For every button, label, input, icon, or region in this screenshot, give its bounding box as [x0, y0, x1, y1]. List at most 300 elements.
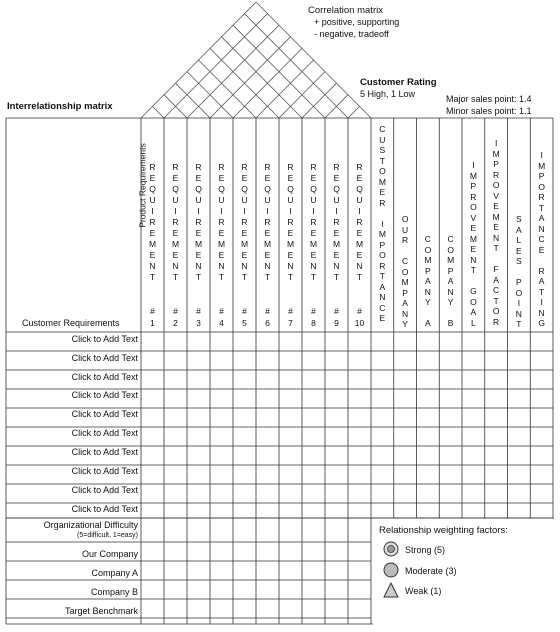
requirement-letter: E [218, 250, 225, 260]
rating-spacer [449, 308, 451, 319]
requirement-number: 2 [173, 318, 178, 328]
weak-icon [384, 583, 398, 597]
rating-letter: Y [425, 297, 431, 307]
rating-letter: O [447, 244, 454, 255]
customer-requirement-row[interactable]: Click to Add Text [71, 485, 138, 495]
rating-spacer [495, 254, 497, 265]
requirement-header [194, 162, 204, 283]
requirement-letter: M [148, 239, 157, 249]
company-a-label: Company A [91, 568, 138, 578]
requirement-letter: E [264, 228, 271, 238]
product-requirements-label: Product Requirements [137, 143, 148, 228]
requirement-letter: R [287, 162, 294, 172]
requirement-letter: U [310, 195, 317, 205]
requirement-letter: N [333, 261, 340, 271]
our-company-label: Our Company [81, 549, 138, 559]
requirement-letter: E [333, 228, 340, 238]
rating-header [468, 160, 478, 328]
rating-header [446, 234, 456, 329]
rating-letter: T [379, 155, 385, 166]
rating-letter: V [493, 190, 499, 201]
requirement-letter: M [286, 239, 295, 249]
requirement-letter: U [218, 195, 225, 205]
customer-rating-scale: 5 High, 1 Low [360, 89, 416, 99]
requirement-letter: N [149, 261, 156, 271]
rating-letter: O [424, 244, 432, 255]
requirement-letter: I [243, 206, 246, 216]
requirement-letter: Q [195, 184, 202, 194]
legend-strong: Strong (5) [405, 545, 446, 555]
requirement-letter: R [333, 217, 340, 227]
rating-letter: M [469, 170, 477, 181]
rating-letter: C [424, 234, 431, 244]
moderate-icon [384, 563, 398, 577]
rating-header [491, 138, 501, 327]
customer-requirement-row[interactable]: Click to Add Text [71, 428, 138, 438]
rating-letter: A [470, 307, 477, 317]
requirement-header [332, 162, 342, 283]
interrelationship-matrix-label: Interrelationship matrix [7, 101, 113, 112]
requirement-letter: N [195, 261, 202, 271]
rating-letter: R [470, 191, 477, 202]
requirement-letter: I [266, 206, 269, 216]
rating-letter: E [470, 223, 477, 233]
rating-letter: C [447, 234, 454, 244]
rating-letter: E [379, 187, 386, 197]
requirement-number: 6 [265, 318, 270, 328]
requirement-hash: # [242, 306, 247, 316]
requirement-hash: # [311, 306, 316, 316]
requirement-letter: R [241, 162, 248, 172]
roof-lattice-line [199, 60, 257, 118]
requirement-letter: E [149, 173, 156, 183]
requirement-letter: N [264, 261, 271, 271]
rating-letter: C [402, 256, 409, 266]
rating-letter: S [516, 214, 522, 224]
requirement-letter: Q [172, 184, 179, 194]
requirement-letter: U [172, 195, 179, 205]
requirement-letter: M [263, 239, 272, 249]
requirement-letter: E [310, 228, 317, 238]
requirement-letter: E [333, 173, 340, 183]
requirement-letter: U [333, 195, 340, 205]
requirement-letter: R [195, 217, 202, 227]
rating-letter: O [379, 250, 386, 260]
requirement-letter: N [356, 261, 363, 271]
rating-letter: I [517, 298, 521, 308]
requirement-letter: T [195, 272, 202, 282]
requirement-letter: R [356, 162, 363, 172]
rating-letter: R [538, 192, 545, 202]
requirement-letter: T [218, 272, 225, 282]
rating-letter: E [493, 201, 499, 211]
rating-letter: L [471, 317, 476, 328]
roof-lattice-line [153, 106, 165, 118]
rating-letter: N [470, 254, 477, 265]
requirement-letter: U [241, 195, 248, 205]
customer-requirement-row[interactable]: Click to Add Text [71, 353, 138, 363]
rating-letter: T [493, 295, 499, 306]
requirement-letter: R [195, 162, 202, 172]
requirement-letter: E [310, 173, 317, 183]
requirement-letter: Q [310, 184, 317, 194]
requirement-letter: E [218, 228, 225, 238]
customer-requirements-label: Customer Requirements [22, 318, 120, 328]
rating-letter: E [516, 245, 522, 256]
strong-icon [384, 542, 398, 556]
requirement-letter: I [220, 206, 223, 216]
org-difficulty-label: Organizational Difficulty [43, 520, 138, 530]
rating-letter: T [539, 202, 545, 213]
requirement-letter: I [197, 206, 200, 216]
org-difficulty-note: (5=difficult, 1=easy) [77, 532, 138, 539]
roof-lattice-line [348, 106, 360, 118]
correlation-negative-legend: - negative, tradeoff [314, 29, 389, 39]
rating-letter: N [447, 286, 454, 297]
requirement-letter: E [195, 173, 202, 183]
requirement-letter: E [195, 228, 202, 238]
rating-letter: O [379, 166, 386, 176]
rating-letter: P [470, 181, 477, 191]
rating-letter: O [470, 296, 477, 307]
rating-letter: E [493, 222, 499, 232]
requirement-header [309, 162, 319, 283]
rating-letter: A [538, 213, 545, 223]
rating-header [537, 150, 547, 329]
requirement-hash: # [219, 306, 224, 316]
rating-spacer [518, 267, 520, 278]
requirement-letter: T [287, 272, 294, 282]
requirement-letter: E [172, 228, 179, 238]
customer-requirement-row[interactable]: Click to Add Text [71, 372, 138, 382]
requirement-letter: E [195, 250, 202, 260]
legend-symbols [381, 541, 401, 621]
rating-letter: T [539, 286, 545, 297]
rating-letter: U [402, 224, 409, 235]
requirement-letter: T [333, 272, 340, 282]
requirement-letter: N [310, 261, 317, 271]
rating-letter: G [470, 286, 477, 296]
rating-letter: R [379, 197, 386, 208]
rating-letter: U [379, 134, 386, 145]
requirement-letter: U [195, 195, 202, 205]
correlation-positive-legend: + positive, supporting [314, 17, 400, 27]
requirement-letter: I [174, 206, 177, 216]
requirement-number: 9 [334, 318, 339, 328]
rating-letter: A [516, 224, 522, 235]
rating-letter: S [379, 145, 386, 155]
requirement-letter: T [310, 272, 317, 282]
requirement-letter: R [356, 217, 363, 227]
requirement-letter: Q [287, 184, 294, 194]
rating-letter: N [493, 232, 500, 243]
requirement-letter: E [149, 228, 156, 238]
rating-letter: O [470, 202, 477, 212]
rating-letter: R [379, 260, 386, 271]
requirement-letter: E [287, 173, 294, 183]
rating-letter: N [402, 308, 409, 319]
requirement-letter: N [241, 261, 248, 271]
rating-spacer [472, 276, 474, 287]
rating-spacer [427, 308, 429, 319]
rating-letter: R [538, 265, 545, 276]
rating-letter: M [424, 255, 432, 265]
customer-requirement-row[interactable]: Click to Add Text [71, 466, 138, 476]
requirement-letter: R [241, 217, 248, 227]
legend-title: Relationship weighting factors: [379, 525, 508, 536]
requirement-letter: I [335, 206, 338, 216]
rating-letter: O [515, 287, 523, 298]
requirement-header [263, 162, 273, 283]
rating-spacer [381, 208, 383, 219]
roof-lattice-line [302, 83, 337, 118]
requirement-letter: E [218, 173, 225, 183]
rating-letter: I [472, 160, 475, 170]
rating-letter: P [538, 171, 545, 181]
rating-letter: N [379, 292, 386, 302]
rating-letter: C [538, 234, 545, 244]
requirement-hash: # [196, 306, 201, 316]
rating-letter: C [379, 124, 386, 134]
rating-letter: I [540, 297, 543, 307]
requirement-letter: Q [333, 184, 340, 194]
requirement-letter: Q [241, 184, 248, 194]
requirement-letter: Q [218, 184, 225, 194]
rating-letter: A [425, 318, 431, 328]
requirement-letter: M [355, 239, 364, 249]
requirement-letter: U [356, 195, 363, 205]
rating-letter: P [447, 265, 454, 276]
requirement-letter: M [171, 239, 180, 249]
customer-rating-title: Customer Rating [360, 77, 437, 88]
requirement-letter: R [310, 162, 317, 172]
requirement-letter: M [240, 239, 249, 249]
requirement-letter: N [218, 261, 225, 271]
requirement-letter: R [172, 217, 179, 227]
requirement-letter: N [172, 261, 179, 271]
requirement-header [217, 162, 227, 283]
requirement-letter: R [149, 217, 156, 227]
requirement-letter: E [333, 250, 340, 260]
requirement-letter: M [194, 239, 203, 249]
rating-letter: Y [402, 319, 408, 329]
requirement-letter: M [309, 239, 318, 249]
rating-letter: E [538, 244, 545, 255]
requirement-letter: R [333, 162, 340, 172]
requirement-letter: E [149, 250, 156, 260]
rating-letter: S [516, 256, 522, 266]
rating-letter: A [402, 298, 408, 308]
rating-letter: T [379, 271, 385, 281]
requirement-letter: T [172, 272, 179, 282]
rating-header [514, 214, 524, 330]
requirement-hash: # [265, 306, 270, 316]
rating-spacer [404, 246, 406, 257]
rating-letter: I [381, 218, 384, 229]
rating-header [377, 124, 387, 324]
rating-letter: A [379, 281, 386, 292]
requirement-header [171, 162, 181, 283]
legend-moderate: Moderate (3) [405, 566, 457, 576]
requirement-letter: I [358, 206, 361, 216]
requirement-letter: T [149, 272, 156, 282]
requirement-letter: E [241, 228, 248, 238]
rating-letter: Y [447, 297, 454, 307]
rating-letter: A [538, 276, 545, 286]
roof-lattice-line [164, 14, 268, 118]
requirement-letter: Q [149, 184, 156, 194]
rating-letter: T [516, 319, 522, 329]
requirement-letter: U [287, 195, 294, 205]
rating-letter: I [540, 150, 543, 160]
requirement-letter: T [356, 272, 363, 282]
requirement-letter: T [264, 272, 271, 282]
rating-spacer [540, 255, 542, 266]
rating-letter: I [494, 138, 498, 148]
rating-letter: R [402, 235, 409, 245]
rating-letter: M [378, 176, 386, 187]
rating-letter: E [470, 244, 477, 254]
rating-letter: M [538, 160, 546, 171]
requirement-letter: I [312, 206, 315, 216]
rating-letter: M [492, 211, 500, 222]
rating-header [400, 214, 410, 330]
requirement-letter: T [241, 272, 248, 282]
requirement-number: 4 [219, 318, 224, 328]
roof-lattice-line [256, 60, 314, 118]
rating-letter: C [379, 302, 386, 313]
rating-letter: B [447, 318, 454, 328]
requirement-letter: E [172, 250, 179, 260]
requirement-letter: R [149, 162, 156, 172]
rating-letter: O [538, 181, 545, 192]
rating-letter: T [493, 243, 499, 253]
requirement-letter: R [218, 162, 225, 172]
requirement-letter: E [356, 250, 363, 260]
requirement-letter: R [218, 217, 225, 227]
requirement-hash: # [288, 306, 293, 316]
requirement-letter: M [217, 239, 226, 249]
requirement-number: 1 [150, 318, 155, 328]
target-benchmark-label: Target Benchmark [64, 606, 138, 616]
rating-letter: R [493, 316, 500, 327]
rating-letter: T [470, 265, 476, 275]
requirement-hash: # [357, 306, 362, 316]
rating-letter: P [516, 277, 522, 287]
customer-requirement-row[interactable]: Click to Add Text [71, 504, 138, 514]
customer-requirement-row[interactable]: Click to Add Text [71, 409, 138, 419]
rating-letter: G [538, 318, 545, 328]
rating-letter: L [516, 235, 522, 245]
requirement-letter: Q [356, 184, 363, 194]
requirement-letter: U [264, 195, 271, 205]
requirement-letter: N [287, 261, 294, 271]
requirement-number: 7 [288, 318, 293, 328]
minor-sales-point: Minor sales point: 1.1 [446, 106, 532, 116]
requirement-number: 10 [354, 318, 365, 328]
requirement-letter: E [287, 228, 294, 238]
requirement-header [286, 162, 296, 283]
requirement-letter: E [356, 228, 363, 238]
requirement-header [148, 162, 158, 283]
rating-letter: M [447, 255, 455, 265]
rating-letter: N [538, 223, 545, 234]
rating-letter: P [425, 265, 431, 276]
rating-letter: O [401, 266, 409, 277]
rating-letter: M [378, 229, 386, 239]
customer-requirement-row[interactable]: Click to Add Text [71, 447, 138, 457]
rating-letter: M [401, 277, 409, 287]
requirement-letter: R [172, 162, 179, 172]
rating-letter: N [515, 308, 522, 319]
rating-letter: M [469, 233, 477, 244]
requirement-letter: I [289, 206, 292, 216]
rating-letter: E [379, 313, 386, 323]
company-b-label: Company B [90, 587, 138, 597]
rating-letter: O [492, 306, 500, 316]
requirement-letter: R [287, 217, 294, 227]
requirement-header [355, 162, 365, 283]
requirement-letter: E [264, 250, 271, 260]
requirement-letter: E [172, 173, 179, 183]
requirement-header [240, 162, 250, 283]
requirement-letter: E [241, 250, 248, 260]
rating-letter: P [402, 287, 408, 298]
legend-weak: Weak (1) [405, 586, 442, 596]
major-sales-point: Major sales point: 1.4 [446, 94, 532, 104]
requirement-hash: # [334, 306, 339, 316]
requirement-letter: E [310, 250, 317, 260]
rating-letter: O [492, 180, 500, 190]
requirement-number: 5 [242, 318, 247, 328]
rating-letter: N [424, 286, 431, 297]
rating-letter: A [447, 276, 454, 286]
rating-letter: N [538, 307, 545, 318]
customer-requirement-row[interactable]: Click to Add Text [71, 334, 138, 344]
requirement-letter: E [241, 173, 248, 183]
rating-letter: V [470, 212, 477, 223]
customer-requirement-row[interactable]: Click to Add Text [71, 390, 138, 400]
requirement-letter: E [287, 250, 294, 260]
requirement-letter: U [149, 195, 156, 205]
requirement-letter: M [332, 239, 341, 249]
roof-lattice-line [210, 37, 291, 118]
rating-letter: O [401, 214, 409, 224]
roof-lattice-line [176, 83, 211, 118]
requirement-letter: Q [264, 184, 271, 194]
requirement-letter: E [356, 173, 363, 183]
requirement-number: 8 [311, 318, 316, 328]
rating-letter: P [493, 159, 499, 169]
rating-letter: A [493, 274, 499, 285]
requirement-letter: I [151, 206, 154, 216]
requirement-letter: R [264, 217, 271, 227]
requirement-hash: # [150, 306, 155, 316]
requirement-letter: R [264, 162, 271, 172]
rating-letter: R [493, 169, 500, 180]
correlation-matrix-title: Correlation matrix [308, 5, 383, 16]
rating-letter: M [492, 148, 500, 159]
requirement-hash: # [173, 306, 178, 316]
requirement-letter: E [264, 173, 271, 183]
rating-header [423, 234, 433, 329]
requirement-number: 3 [196, 318, 201, 328]
rating-letter: F [493, 264, 499, 274]
roof-lattice-line [222, 37, 303, 118]
rating-letter: P [379, 239, 386, 250]
requirement-letter: R [310, 217, 317, 227]
rating-letter: A [425, 276, 431, 286]
